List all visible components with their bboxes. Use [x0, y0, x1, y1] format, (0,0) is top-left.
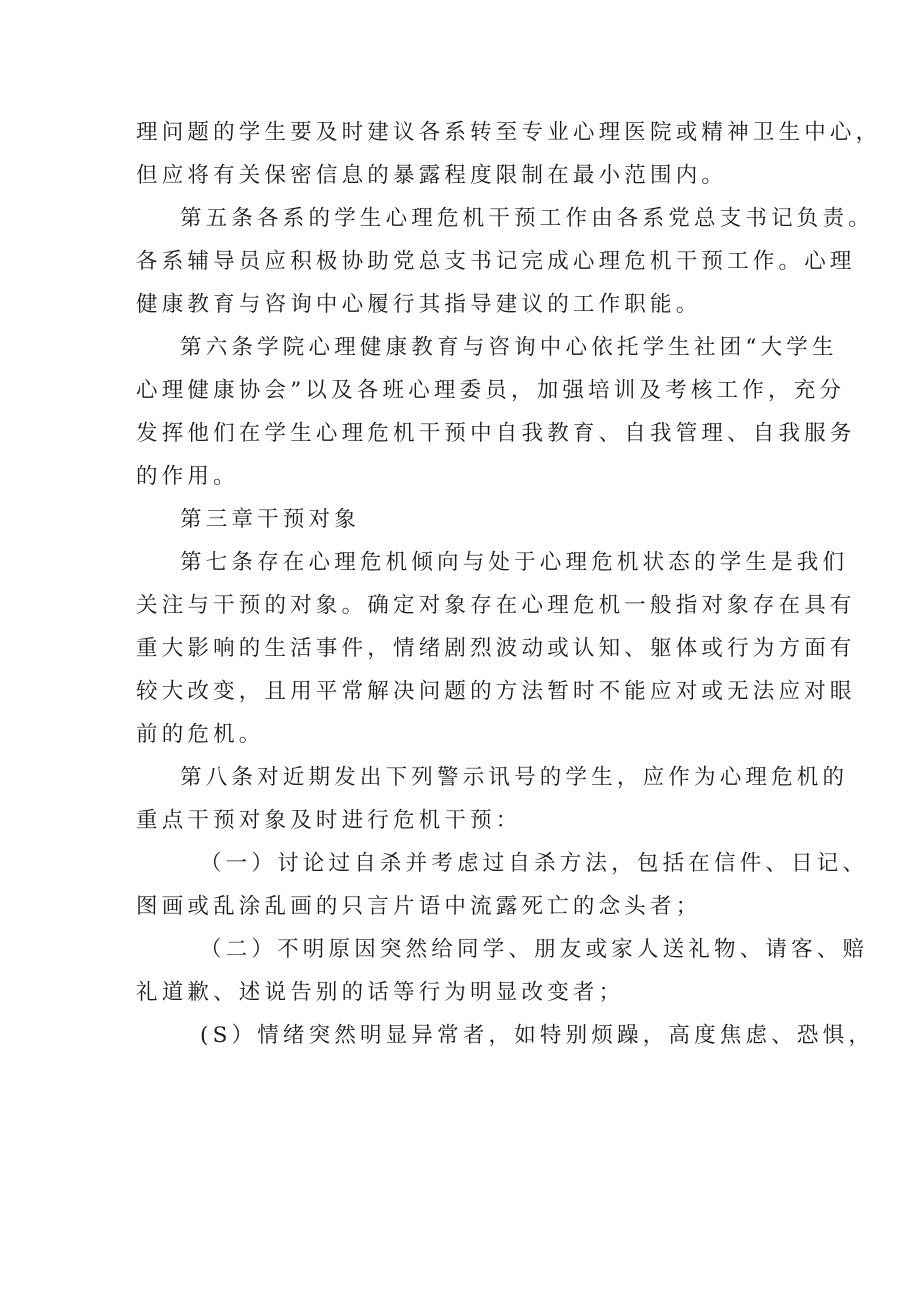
- paragraph-line: 重大影响的生活事件，情绪剧烈波动或认知、躯体或行为方面有: [136, 636, 856, 661]
- paragraph-line: 心理健康协会”以及各班心理委员，加强培训及考核工作，充分: [136, 378, 846, 403]
- article-7-start: 第七条存在心理危机倾向与处于心理危机状态的学生是我们: [180, 550, 849, 575]
- list-item-2-start: （二）不明原因突然给同学、朋友或家人送礼物、请客、赔: [200, 937, 869, 962]
- paragraph-line: 较大改变，且用平常解决问题的方法暂时不能应对或无法应对眼: [136, 679, 856, 704]
- paragraph-line: 健康教育与咨询中心履行其指导建议的工作职能。: [136, 292, 702, 317]
- paragraph-line: 发挥他们在学生心理危机干预中自我教育、自我管理、自我服务: [136, 421, 856, 446]
- article-5-start: 第五条各系的学生心理危机干预工作由各系党总支书记负责。: [180, 206, 874, 231]
- list-item-3-start: (S）情绪突然明显异常者，如特别烦躁，高度焦虑、恐惧，: [200, 1023, 875, 1048]
- paragraph-line: 图画或乱涂乱画的只言片语中流露死亡的念头者；: [136, 894, 702, 919]
- chapter-3-heading: 第三章干预对象: [180, 507, 360, 532]
- list-item-1-start: （一）讨论过自杀并考虑过自杀方法，包括在信件、日记、: [200, 851, 869, 876]
- article-8-start: 第八条对近期发出下列警示讯号的学生，应作为心理危机的: [180, 765, 849, 790]
- paragraph-line: 礼道歉、述说告别的话等行为明显改变者；: [136, 980, 625, 1005]
- article-6-start: 第六条学院心理健康教育与咨询中心依托学生社团“大学生: [180, 335, 838, 360]
- paragraph-line: 各系辅导员应积极协助党总支书记完成心理危机干预工作。心理: [136, 249, 856, 274]
- paragraph-line: 但应将有关保密信息的暴露程度限制在最小范围内。: [136, 163, 728, 188]
- paragraph-line: 理问题的学生要及时建议各系转至专业心理医院或精神卫生中心，: [136, 120, 882, 145]
- paragraph-line: 关注与干预的对象。确定对象存在心理危机一般指对象存在具有: [136, 593, 856, 618]
- paragraph-line: 重点干预对象及时进行危机干预：: [136, 808, 522, 833]
- paragraph-line: 的作用。: [136, 464, 239, 489]
- paragraph-line: 前的危机。: [136, 722, 265, 747]
